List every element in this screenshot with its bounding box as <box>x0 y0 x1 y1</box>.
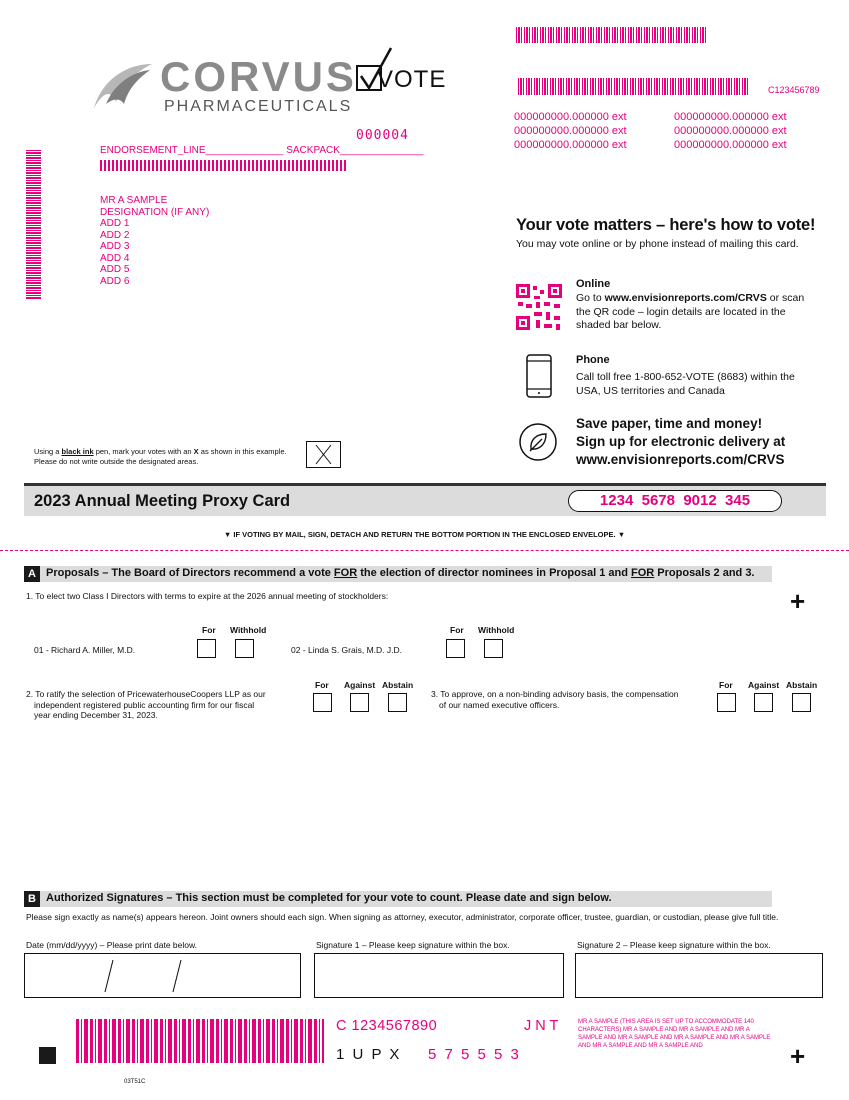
abstain-label: Abstain <box>382 680 414 690</box>
top-barcode <box>516 27 708 43</box>
endorsement-line: ENDORSEMENT_LINE______________ SACKPACK_______________ <box>100 145 424 156</box>
proposal3-against-checkbox[interactable] <box>754 693 773 712</box>
section-a-title: Proposals – The Board of Directors recommend a vote FOR the election of director nominees in Proposal 1 and FOR Proposals 2 and 3. <box>46 567 755 579</box>
phone-title: Phone <box>576 354 610 366</box>
date-separator-slashes <box>25 954 302 999</box>
date-input-box[interactable] <box>24 953 301 998</box>
section-b-header <box>24 891 772 907</box>
signature2-box[interactable] <box>575 953 823 998</box>
ext-grid <box>514 110 787 152</box>
for-label: For <box>202 625 216 635</box>
proposal2-against-checkbox[interactable] <box>350 693 369 712</box>
vote-badge-text: VOTE <box>377 66 447 93</box>
nominee1-for-checkbox[interactable] <box>197 639 216 658</box>
nominee2-name: 02 - Linda S. Grais, M.D. J.D. <box>291 645 403 655</box>
nominee1-withhold-checkbox[interactable] <box>235 639 254 658</box>
corner-square <box>39 1047 56 1064</box>
proposal3-for-checkbox[interactable] <box>717 693 736 712</box>
section-b-instructions: Please sign exactly as name(s) appears hereon. Joint owners should each sign. When signing as attorney, executor, administrator, corporate officer, trustee, guardian, or custodian, please give full title. <box>26 912 779 922</box>
sig2-label: Signature 2 – Please keep signature within the box. <box>577 940 771 950</box>
vote-badge <box>355 46 447 96</box>
date-label: Date (mm/dd/yyyy) – Please print date below. <box>26 940 198 950</box>
jnt-code: J N T <box>524 1018 559 1034</box>
how-to-vote-heading: Your vote matters – here's how to vote! <box>516 216 816 234</box>
address-line: ADD 1 <box>100 218 130 229</box>
plus-mark-bottom: + <box>790 1041 806 1071</box>
for-label: For <box>719 680 733 690</box>
proposal1-text: 1. To elect two Class I Directors with terms to expire at the 2026 annual meeting of stockholders: <box>26 591 389 601</box>
account-number: C 1234567890 <box>336 1018 438 1034</box>
corvus-bird-icon <box>88 58 154 114</box>
abstain-label: Abstain <box>786 680 818 690</box>
against-label: Against <box>748 680 780 690</box>
against-label: Against <box>344 680 376 690</box>
control-number: 1234 5678 9012 345 <box>568 490 782 512</box>
address-line: ADD 4 <box>100 252 130 264</box>
address-line: ADD 2 <box>100 229 130 241</box>
proxy-bar <box>24 486 826 516</box>
company-logo <box>88 53 357 116</box>
paper-line2: Sign up for electronic delivery at <box>576 434 786 449</box>
footer-code: 5 7 5 5 5 3 <box>428 1046 521 1063</box>
nominee2-for-checkbox[interactable] <box>446 639 465 658</box>
company-sub: PHARMACEUTICALS <box>164 98 353 115</box>
ext-row: 000000000.000000 ext 000000000.000000 ext <box>514 125 787 137</box>
sig1-label: Signature 1 – Please keep signature within the box. <box>316 940 510 950</box>
second-barcode <box>518 78 748 95</box>
signature1-box[interactable] <box>314 953 564 998</box>
section-b-title: Authorized Signatures – This section must be completed for your vote to count. Please date and sign below. <box>46 892 612 904</box>
form-code: 03T51C <box>124 1079 146 1085</box>
address-line: DESIGNATION (IF ANY) <box>100 206 210 218</box>
section-b-letter: B <box>24 891 40 907</box>
footer-barcode <box>76 1019 324 1063</box>
ext-row: 000000000.000000 ext 000000000.000000 ext <box>514 139 787 151</box>
proposal2-for-checkbox[interactable] <box>313 693 332 712</box>
sequence-number: 000004 <box>356 128 409 143</box>
control-code: C123456789 <box>768 85 820 95</box>
proposal3-text: 3. To approve, on a non-binding advisory basis, the compensation of our named executive officers. <box>431 689 679 710</box>
paper-line1: Save paper, time and money! <box>576 416 763 431</box>
leaf-icon <box>518 422 558 462</box>
address-block <box>100 195 209 287</box>
for-label: For <box>450 625 464 635</box>
proposal2-text: 2. To ratify the selection of PricewaterhouseCoopers LLP as our independent registered public accounting firm for our fiscal year ending December 31, 2023. <box>26 689 266 720</box>
upx-code: 1 U P X <box>336 1046 402 1063</box>
detach-notice: ▼ IF VOTING BY MAIL, SIGN, DETACH AND RETURN THE BOTTOM PORTION IN THE ENCLOSED ENVELOPE. ▼ <box>223 530 626 539</box>
how-to-vote-subheading: You may vote online or by phone instead of mailing this card. <box>516 238 799 250</box>
proxy-card-title: 2023 Annual Meeting Proxy Card <box>34 492 291 510</box>
address-line: ADD 5 <box>100 264 130 275</box>
online-text: Go to www.envisionreports.com/CRVS or scan the QR code – login details are located in the shaded bar below. <box>576 292 805 331</box>
withhold-label: Withhold <box>478 625 515 635</box>
address-line: MR A SAMPLE <box>100 195 168 206</box>
proposal3-abstain-checkbox[interactable] <box>792 693 811 712</box>
nominee1-name: 01 - Richard A. Miller, M.D. <box>34 645 136 655</box>
detach-line <box>0 550 849 551</box>
company-name: CORVUS <box>160 53 357 100</box>
online-title: Online <box>576 278 611 290</box>
side-barcode <box>26 150 41 300</box>
withhold-label: Withhold <box>230 625 267 635</box>
online-url-link[interactable]: www.envisionreports.com/CRVS <box>604 292 767 304</box>
footer-sample-text: MR A SAMPLE (THIS AREA IS SET UP TO ACCOMMODATE 140 CHARACTERS) MR A SAMPLE AND MR A SAMPLE AND MR A SAMPLE AND MR A SAMPLE AND MR A SAMPLE AND MR A SAMPLE AND MR A SAMPLE AND MR A SAMPLE AND <box>578 1019 771 1049</box>
paper-line3[interactable]: www.envisionreports.com/CRVS <box>576 452 785 467</box>
ext-row: 000000000.000000 ext 000000000.000000 ext <box>514 111 787 123</box>
address-line: ADD 6 <box>100 275 130 287</box>
for-label: For <box>315 680 329 690</box>
postal-barcode <box>100 160 348 171</box>
section-a-header <box>24 566 772 582</box>
x-example-box <box>306 441 341 468</box>
phone-text: Call toll free 1-800-652-VOTE (8683) within the USA, US territories and Canada <box>576 371 795 397</box>
proposal2-abstain-checkbox[interactable] <box>388 693 407 712</box>
qr-code-icon[interactable] <box>516 284 562 330</box>
section-a-letter: A <box>24 566 40 582</box>
plus-mark-top: + <box>790 586 806 616</box>
phone-icon <box>526 354 552 398</box>
address-line: ADD 3 <box>100 241 130 252</box>
nominee2-withhold-checkbox[interactable] <box>484 639 503 658</box>
ink-instructions: Using a black ink pen, mark your votes with an X as shown in this example. Please do not write outside the designated areas. <box>34 447 287 466</box>
